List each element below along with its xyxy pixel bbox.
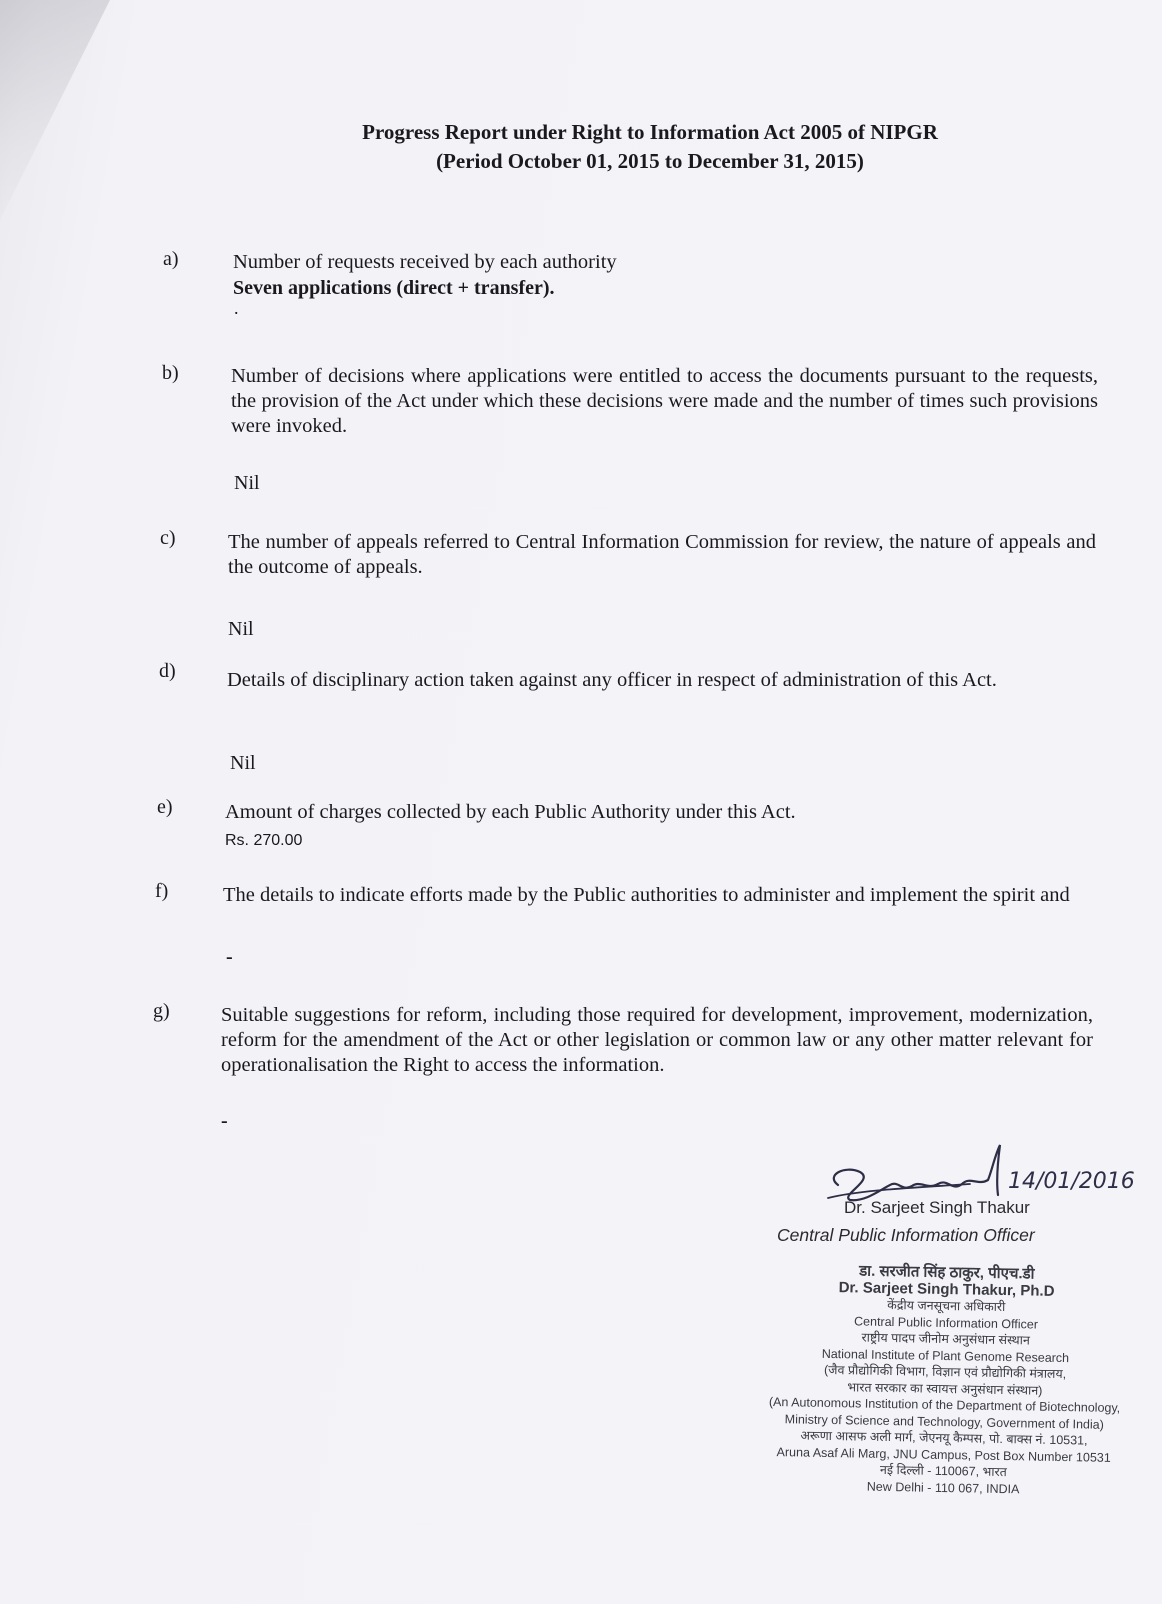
report-title xyxy=(300,118,1000,176)
stamp-hindi-address: अरूणा आसफ अली मार्ग, जेएनयू कैम्पस, पो. बाक्स नं. 10531, xyxy=(800,1428,1088,1448)
stamp-english-city: New Delhi - 110 067, INDIA xyxy=(866,1479,1020,1496)
item-marker: a) xyxy=(163,248,179,270)
stamp-english-dept-2: Ministry of Science and Technology, Government of India) xyxy=(784,1411,1104,1432)
signatory-name: Dr. Sarjeet Singh Thakur xyxy=(844,1198,1030,1217)
item-answer: Nil xyxy=(230,752,256,774)
stamp-english-name: Dr. Sarjeet Singh Thakur, Ph.D xyxy=(838,1278,1055,1300)
signature-date: 14/01/2016 xyxy=(1008,1169,1135,1194)
stamp-hindi-city: नई दिल्ली - 110067, भारत xyxy=(879,1462,1007,1480)
item-answer: - xyxy=(226,946,233,968)
handwritten-signature xyxy=(820,1140,1150,1235)
item-text: Number of decisions where applications were entitled to access the documents pursuant to the requests, the provision of the Act under which these decisions were made and the number of times such provisions were invoked. xyxy=(231,365,1098,437)
stamp-english-institute: National Institute of Plant Genome Research xyxy=(821,1346,1070,1365)
item-text: The details to indicate efforts made by the Public authorities to administer and implement the spirit and xyxy=(223,884,1070,906)
item-marker: b) xyxy=(162,362,179,384)
stamp-hindi-govt: भारत सरकार का स्वायत्त अनुसंधान संस्थान) xyxy=(847,1379,1043,1398)
item-text: Amount of charges collected by each Public Authority under this Act. xyxy=(225,801,796,823)
stamp-hindi-institute: राष्ट्रीय पादप जीनोम अनुसंधान संस्थान xyxy=(861,1330,1030,1348)
stamp-english-address: Aruna Asaf Ali Marg, JNU Campus, Post Box Number 10531 xyxy=(776,1444,1111,1465)
title-line-1: Progress Report under Right to Information Act 2005 of NIPGR xyxy=(362,120,938,144)
stamp-english-dept-1: (An Autonomous Institution of the Department of Biotechnology, xyxy=(768,1394,1121,1416)
official-stamp xyxy=(728,1261,1162,1499)
item-text: Details of disciplinary action taken against any officer in respect of administration of this Act. xyxy=(227,669,997,691)
stamp-english-designation: Central Public Information Officer xyxy=(853,1313,1039,1332)
item-answer: Nil xyxy=(234,472,260,494)
item-marker: e) xyxy=(157,796,173,818)
signatory-title: Central Public Information Officer xyxy=(777,1225,1035,1245)
item-text: Suitable suggestions for reform, including those required for development, improvement, modernization, reform for the amendment of the Act or other legislation or common law or any other matter relevant for operationalisation the Right to access the information. xyxy=(221,1004,1093,1076)
stamp-hindi-designation: केंद्रीय जनसूचना अधिकारी xyxy=(887,1297,1006,1315)
item-marker: g) xyxy=(153,1000,170,1022)
item-answer: Rs. 270.00 xyxy=(225,832,303,849)
item-stray-dot: . xyxy=(234,298,239,318)
item-text: The number of appeals referred to Central Information Commission for review, the nature of appeals and the outcome of appeals. xyxy=(228,531,1096,578)
item-marker: d) xyxy=(159,660,176,682)
item-text: Number of requests received by each authority xyxy=(233,251,617,273)
item-answer: - xyxy=(221,1110,228,1132)
item-answer: Nil xyxy=(228,618,254,640)
page-fold-shadow xyxy=(0,0,110,220)
item-answer: Seven applications (direct + transfer). xyxy=(233,277,555,299)
stamp-hindi-name: डा. सरजीत सिंह ठाकुर, पीएच.डी xyxy=(859,1262,1035,1283)
item-marker: c) xyxy=(160,527,176,549)
stamp-hindi-dept: (जैव प्रौद्योगिकी विभाग, विज्ञान एवं प्रौद्योगिकी मंत्रालय, xyxy=(823,1362,1067,1382)
item-marker: f) xyxy=(155,880,169,902)
title-line-2: (Period October 01, 2015 to December 31, 2015) xyxy=(436,149,864,173)
